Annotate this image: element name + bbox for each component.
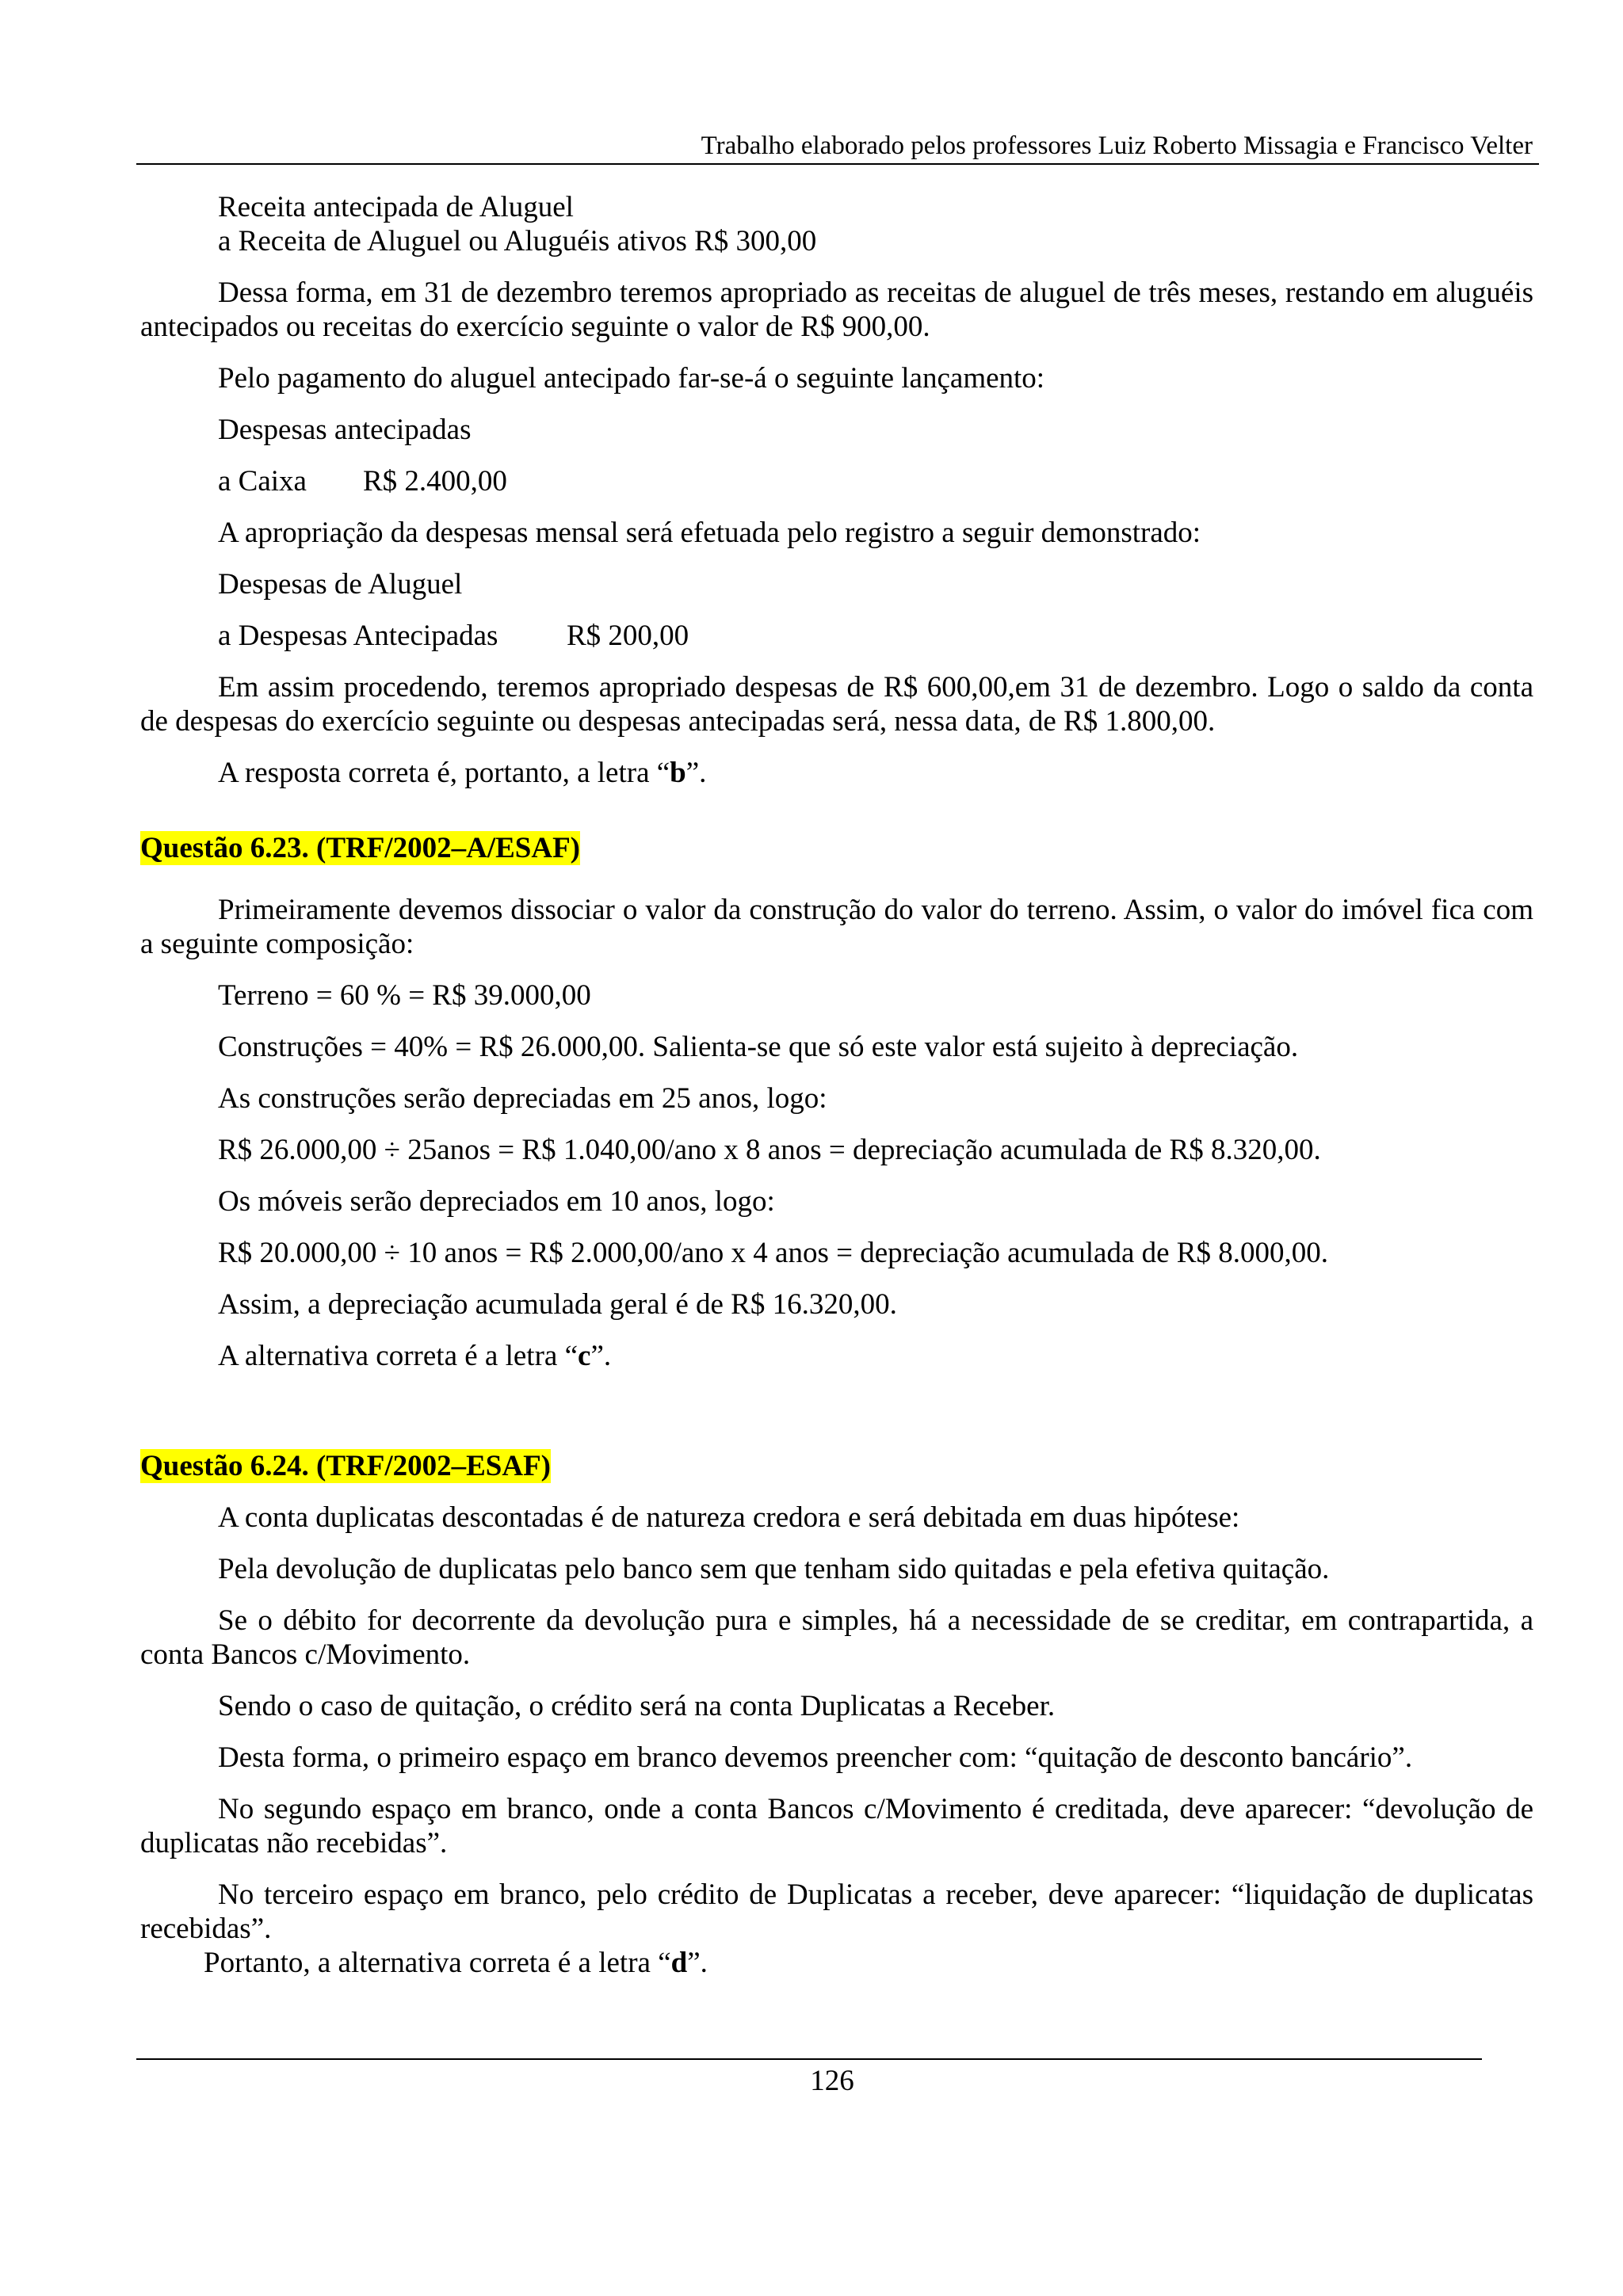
question-623-title: Questão 6.23. (TRF/2002–A/ESAF) [140,832,580,864]
header-text: Trabalho elaborado pelos professores Luiz Roberto Missagia e Francisco Velter [701,132,1533,160]
section1-paragraph-3: A apropriação da despesas mensal será efetuada pelo registro a seguir demonstrado: [218,517,1201,549]
answer-prefix: A resposta correta é, portanto, a letra “ [218,757,670,789]
question-624-paragraph-6: No segundo espaço em branco, onde a conta Bancos c/Movimento é creditada, deve aparecer: “devolução de duplicatas não recebidas”. [140,1793,1533,1859]
answer-suffix: ”. [590,1340,612,1372]
entry2-credit-line [218,464,1533,498]
question-624-paragraph-5: Desta forma, o primeiro espaço em branco devemos preencher com: “quitação de desconto bancário”. [218,1741,1413,1774]
page-header [136,127,1539,165]
question-624-paragraph-4: Sendo o caso de quitação, o crédito será na conta Duplicatas a Receber. [218,1690,1056,1722]
question-623-calc-2: R$ 20.000,00 ÷ 10 anos = R$ 2.000,00/ano x 4 anos = depreciação acumulada de R$ 8.000,00. [218,1237,1328,1269]
answer-prefix: A alternativa correta é a letra “ [218,1340,578,1372]
entry3-value: R$ 200,00 [567,620,689,652]
question-624-answer [204,1946,1533,1980]
question-623-construcoes-depreciacao: As construções serão depreciadas em 25 anos, logo: [218,1082,827,1115]
section1-paragraph-2: Pelo pagamento do aluguel antecipado far-se-á o seguinte lançamento: [218,362,1045,395]
answer-letter: d [670,1947,688,1979]
page-content [140,190,1533,1980]
answer-suffix: ”. [687,1947,708,1979]
entry3-debit: Despesas de Aluguel [218,568,463,601]
entry2-credit: a Caixa [218,465,307,498]
question-623-calc-1: R$ 26.000,00 ÷ 25anos = R$ 1.040,00/ano x 8 anos = depreciação acumulada de R$ 8.320,00. [218,1134,1321,1166]
section1-answer [140,756,1533,790]
question-624-paragraph-1: A conta duplicatas descontadas é de natureza credora e será debitada em duas hipótese: [218,1501,1240,1534]
question-623-heading [140,831,1533,865]
question-623-moveis-depreciacao: Os móveis serão depreciados em 10 anos, logo: [218,1185,775,1218]
entry2-debit: Despesas antecipadas [218,414,472,446]
question-624-paragraph-7: No terceiro espaço em branco, pelo crédito de Duplicatas a receber, deve aparecer: “liquidação de duplicatas recebidas”. [140,1878,1533,1945]
entry1-line1: Receita antecipada de Aluguel [218,191,574,223]
entry3-credit-line [218,619,1533,653]
question-623-construcoes: Construções = 40% = R$ 26.000,00. Salienta-se que só este valor está sujeito à depreciação. [218,1031,1299,1063]
question-624-paragraph-3: Se o débito for decorrente da devolução pura e simples, há a necessidade de se creditar, em contrapartida, a conta Bancos c/Movimento. [140,1604,1533,1671]
entry1-line2: a Receita de Aluguel ou Aluguéis ativos R$ 300,00 [218,225,817,257]
answer-prefix: Portanto, a alternativa correta é a letra “ [204,1947,671,1979]
entry3-credit: a Despesas Antecipadas [218,620,498,652]
question-623-terreno: Terreno = 60 % = R$ 39.000,00 [218,979,591,1012]
section1-paragraph-1: Dessa forma, em 31 de dezembro teremos apropriado as receitas de aluguel de três meses, restando em aluguéis antecipados ou receitas do exercício seguinte o valor de R$ 900,00. [140,277,1533,343]
question-624-paragraph-2: Pela devolução de duplicatas pelo banco sem que tenham sido quitadas e pela efetiva quitação. [218,1553,1330,1585]
question-623-total: Assim, a depreciação acumulada geral é de R$ 16.320,00. [218,1288,897,1321]
question-623-paragraph-1: Primeiramente devemos dissociar o valor da construção do valor do terreno. Assim, o valor do imóvel fica com a seguinte composição: [140,894,1533,960]
entry2-value: R$ 2.400,00 [363,465,507,498]
page-number: 126 [810,2065,854,2097]
question-623-answer [218,1339,1533,1373]
question-624-heading [140,1449,1533,1483]
question-624-title: Questão 6.24. (TRF/2002–ESAF) [140,1450,551,1482]
footer-divider [136,2058,1482,2060]
answer-suffix: ”. [685,757,707,789]
answer-letter: b [670,757,686,789]
section1-paragraph-4: Em assim procedendo, teremos apropriado despesas de R$ 600,00,em 31 de dezembro. Logo o saldo da conta de despesas do exercício seguinte ou despesas antecipadas será, nessa data, de R$ 1.800,00. [140,671,1533,738]
answer-letter: c [578,1340,591,1372]
